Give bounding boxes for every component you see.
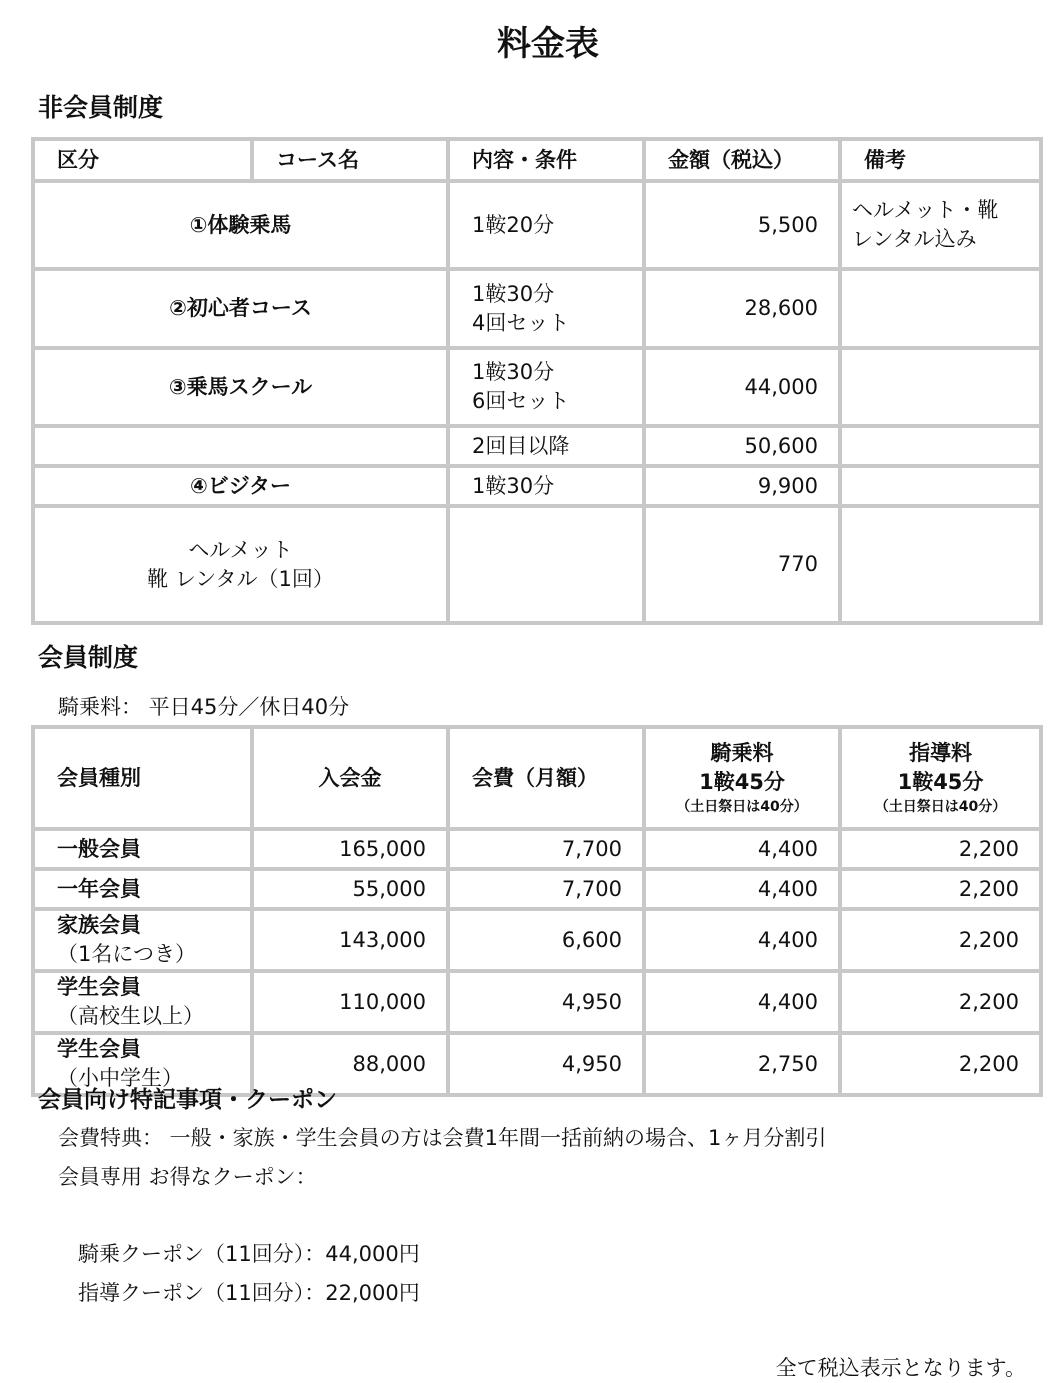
monthly-fee: 7,700 [450,871,642,907]
riding-fee: 2,750 [646,1035,838,1093]
member-heading: 会員制度 [38,643,139,672]
header-riding-fee: 騎乗料 1鞍45分 （土日祭日は40分） [646,729,838,827]
course-name: ③乗馬スクール [35,350,446,424]
course-content: 1鞍30分 [450,468,642,504]
table-row [35,973,1039,1031]
member-table [31,725,1043,1097]
table-row [35,271,1039,346]
table-header-row [35,729,1039,827]
non-member-table [31,137,1043,625]
course-price: 44,000 [646,350,838,424]
monthly-fee: 4,950 [450,1035,642,1093]
course-content: 1鞍30分 4回セット [450,271,642,346]
member-type: 学生会員 （小中学生） [35,1035,250,1093]
riding-fee: 4,400 [646,973,838,1031]
header-price: 金額（税込） [646,141,838,179]
course-price: 5,500 [646,183,838,267]
fee-benefit-text: 会費特典： 一般・家族・学生会員の方は会費1年間一括前納の場合、1ヶ月分割引 [58,1126,827,1150]
header-content: 内容・条件 [450,141,642,179]
tax-footer-note: 全て税込表示となります。 [775,1356,1026,1380]
course-content: 2回目以降 [450,428,642,464]
monthly-fee: 6,600 [450,911,642,969]
course-note [842,271,1039,346]
entry-fee: 55,000 [254,871,446,907]
course-note [842,508,1039,621]
course-content: 1鞍20分 [450,183,642,267]
header-entry-fee: 入会金 [254,729,446,827]
table-row [35,183,1039,267]
riding-fee: 4,400 [646,831,838,867]
entry-fee: 88,000 [254,1035,446,1093]
riding-fee: 4,400 [646,911,838,969]
course-name: ④ビジター [35,468,446,504]
table-row [35,428,1039,464]
course-name [35,428,446,464]
monthly-fee: 7,700 [450,831,642,867]
header-course: コース名 [254,141,446,179]
entry-fee: 110,000 [254,973,446,1031]
header-monthly-fee: 会費（月額） [450,729,642,827]
coupon-label: 会員専用 お得なクーポン： [58,1165,317,1189]
course-note: ヘルメット・靴 レンタル込み [842,183,1039,267]
course-price: 9,900 [646,468,838,504]
table-row [35,831,1039,867]
header-coaching-fee: 指導料 1鞍45分 （土日祭日は40分） [842,729,1039,827]
table-row [35,468,1039,504]
coaching-fee: 2,200 [842,911,1039,969]
table-row [35,911,1039,969]
course-content: 1鞍30分 6回セット [450,350,642,424]
coupon-coaching: 指導クーポン（11回分）：22,000円 [78,1281,420,1305]
coupon-riding: 騎乗クーポン（11回分）：44,000円 [78,1242,420,1266]
course-price: 50,600 [646,428,838,464]
table-row [35,350,1039,424]
riding-fee: 4,400 [646,871,838,907]
member-type: 一般会員 [35,831,250,867]
member-notes-heading: 会員向け特記事項・クーポン [38,1087,337,1113]
course-price: 28,600 [646,271,838,346]
header-member-type: 会員種別 [35,729,250,827]
riding-fee-line: 騎乗料： 平日45分／休日40分 [58,695,350,719]
course-note [842,350,1039,424]
course-name: ①体験乗馬 [35,183,446,267]
course-price: 770 [646,508,838,621]
course-note [842,428,1039,464]
course-note [842,468,1039,504]
entry-fee: 143,000 [254,911,446,969]
member-type: 一年会員 [35,871,250,907]
header-notes: 備考 [842,141,1039,179]
member-type: 学生会員 （高校生以上） [35,973,250,1031]
monthly-fee: 4,950 [450,973,642,1031]
table-row [35,508,1039,621]
page-title: 料金表 [497,24,599,64]
table-row [35,871,1039,907]
course-name: ヘルメット 靴 レンタル（1回） [35,508,446,621]
coaching-fee: 2,200 [842,973,1039,1031]
member-type: 家族会員 （1名につき） [35,911,250,969]
entry-fee: 165,000 [254,831,446,867]
table-header-row [35,141,1039,179]
non-member-heading: 非会員制度 [38,93,164,122]
course-content [450,508,642,621]
header-category: 区分 [35,141,250,179]
coaching-fee: 2,200 [842,831,1039,867]
course-name: ②初心者コース [35,271,446,346]
coaching-fee: 2,200 [842,871,1039,907]
coaching-fee: 2,200 [842,1035,1039,1093]
